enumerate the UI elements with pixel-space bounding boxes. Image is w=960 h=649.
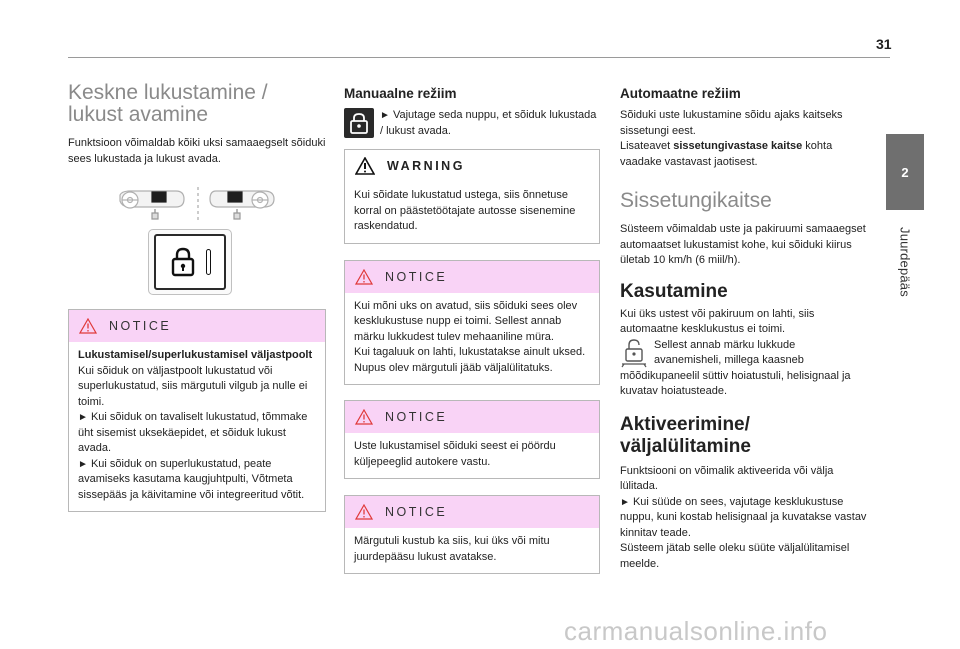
watermark: carmanualsonline.info (564, 616, 828, 646)
section-title-intrusion: Sissetungikaitse (620, 189, 772, 212)
column-manual-mode (344, 86, 600, 574)
indicator-light-icon (206, 249, 211, 275)
page-number: 31 (876, 36, 892, 52)
notice-box-mirrors (344, 400, 600, 479)
notice-body: Märgutuli kustub ka siis, kui üks või mitu juurdepääsu lukust avatakse. (354, 535, 550, 563)
notice-box-locking (68, 309, 326, 512)
notice-box-indicator (344, 495, 600, 574)
warning-triangle-icon (355, 409, 373, 425)
notice-body: Kui mõni uks on avatud, siis sõiduki sees olev kesklukustuse nupp ei toimi. Sellest annab märku lukkudest tulev mehaaniline müra. Kui tagaluuk on lahti, lukustatakse ainult uksed. Nupus olev märgutuli jääb väljalülitatuks. (354, 299, 586, 374)
notice-label: NOTICE (385, 269, 448, 284)
activation-text: Funktsiooni on võimalik aktiveerida või välja lülitada. ► Kui süüde on sees, vajutage kesklukustuse nuppu, kuni kostab helisignaal ja kuvatakse vastav kinnitav teade. Süsteem jätab selle oleku süüte väljalülitamisel meelde. (620, 464, 867, 570)
heading-manual-mode: Manuaalne režiim (344, 86, 457, 101)
chapter-tab[interactable] (886, 134, 924, 210)
arrow-bullet-icon: ► (620, 496, 630, 508)
top-divider (68, 57, 890, 58)
notice-header (345, 496, 599, 528)
heading-automatic-mode: Automaatne režiim (620, 86, 741, 101)
warning-triangle-icon (355, 504, 373, 520)
notice-body: Uste lukustamisel sõiduki seest ei pöördu küljepeeglid autokere vastu. (354, 440, 556, 468)
arrow-bullet-icon: ► (78, 458, 88, 470)
chapter-title: Juurdepääs (897, 227, 913, 297)
dashboard-illustration (68, 181, 326, 221)
notice-label: NOTICE (109, 319, 172, 333)
manual-instruction: ► Vajutage seda nuppu, et sõiduk lukustada / lukust avada. (344, 108, 600, 139)
padlock-icon (170, 247, 196, 277)
arrow-bullet-icon: ► (78, 412, 88, 423)
warning-label: WARNING (387, 159, 465, 173)
warning-triangle-icon (79, 318, 97, 334)
notice-header (69, 310, 325, 342)
warning-header (345, 150, 599, 182)
lock-button-small-icon (344, 108, 374, 138)
lock-button-illustration (148, 229, 232, 295)
arrow-bullet-icon: ► (380, 110, 390, 121)
heading-activation: Aktiveerimine/ väljalülitamine (620, 413, 751, 457)
auto-text: Sõiduki uste lukustamine sõidu ajaks kaitseks sissetungi eest. Lisateavet sissetungivastase kaitse kohta vaadake vastavast jaotisest. (620, 109, 843, 168)
intrusion-text: Süsteem võimaldab uste ja pakiruumi samaaegset automaatset lukustamist kohe, kui sõiduki kiirus ületab 10 km/h (6 miil/h). (620, 223, 866, 266)
notice-box-door-open (344, 260, 600, 386)
dashboard-diagram-icon (68, 181, 326, 225)
column-automatic-mode (620, 86, 872, 572)
heading-usage: Kasutamine (620, 280, 728, 302)
lock-button (154, 234, 226, 290)
warning-triangle-icon (355, 269, 373, 285)
section-title-central-locking: Keskne lukustamine / lukust avamine (68, 81, 268, 126)
warning-triangle-icon (355, 157, 375, 175)
open-door-warning-icon (620, 338, 648, 368)
usage-text: Kui üks ustest või pakiruum on lahti, siis automaatne kesklukustus ei toimi. Sellest annab märku lukkude avanemisheli, millega kaasneb mõõdikupaneelil süttiv hoiatustuli, helisignaal ja kuvatav hoiatusteade. (620, 307, 851, 397)
warning-body: Kui sõidate lukustatud ustega, siis õnnetuse korral on päästetöötajate autosse sisenemine raskendatud. (354, 189, 576, 232)
intro-text: Funktsioon võimaldab kõiki uksi samaaegselt sõiduki sees lukustada ja lukust avada. (68, 137, 326, 165)
notice-header (345, 261, 599, 293)
column-central-locking (68, 82, 326, 512)
warning-box (344, 149, 600, 244)
chapter-number: 2 (901, 164, 909, 180)
notice-label: NOTICE (385, 410, 448, 424)
notice-label: NOTICE (385, 505, 448, 519)
notice-header (345, 401, 599, 433)
notice-body: Lukustamisel/superlukustamisel väljastpoolt Kui sõiduk on väljastpoolt lukustatud või superlukustatud, siis märgutuli vilgub ja nulle ei toimi. ► Kui sõiduk on tavaliselt lukustatud, tõmmake üht sisemist uksekäepidet, et sõiduk lukust avada. ► Kui sõiduk on superlukustatud, peate avamiseks kasutama kaugjuhtpulti, Võtmeta sissepääs ja käivitamine või integreeritud võtit. (78, 349, 313, 501)
